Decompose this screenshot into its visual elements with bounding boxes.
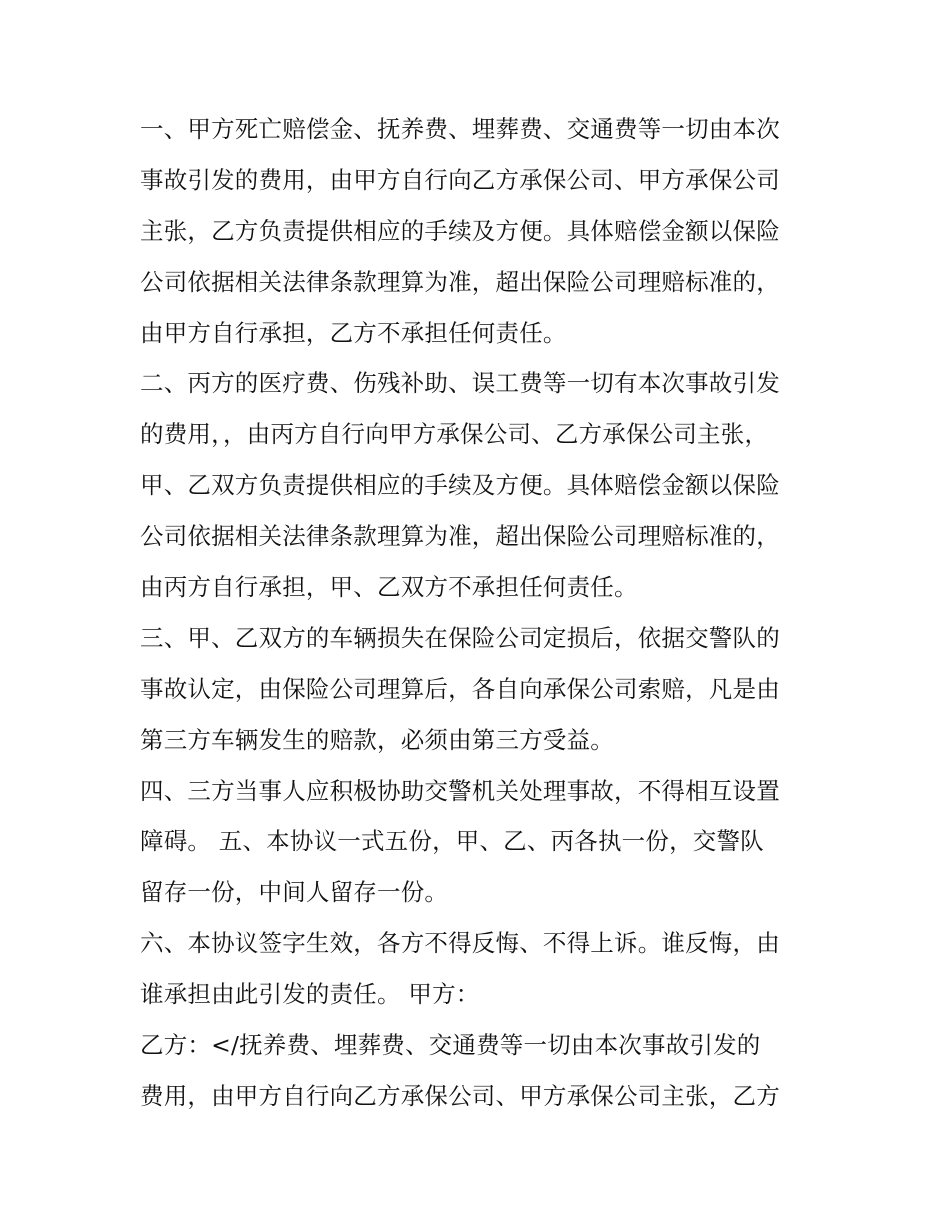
text-line: 留存一份，中间人留存一份。: [140, 878, 449, 907]
text-line: 一、甲方死亡赔偿金、抚养费、埋葬费、交通费等一切由本次: [140, 115, 780, 143]
text-line: 二、丙方的医疗费、伤残补助、误工费等一切有本次事故引发: [140, 369, 780, 398]
text-line: 六、本协议签字生效，各方不得反悔、不得上诉。谁反悔，由: [140, 929, 780, 958]
text-line: 谁承担由此引发的责任。 甲方：: [140, 980, 480, 1009]
text-line: 第三方车辆发生的赔款，必须由第三方受益。: [140, 725, 614, 754]
text-line: 乙方：</抚养费、埋葬费、交通费等一切由本次事故引发的: [140, 1031, 761, 1060]
text-line: 四、三方当事人应积极协助交警机关处理事故，不得相互设置: [140, 776, 780, 805]
text-line: 事故认定，由保险公司理算后，各自向承保公司索赔，凡是由: [140, 674, 780, 703]
text-line: 的费用，，由丙方自行向甲方承保公司、乙方承保公司主张，: [140, 420, 769, 449]
text-line: 事故引发的费用，由甲方自行向乙方承保公司、甲方承保公司: [140, 165, 780, 194]
text-line: 障碍。 五、本协议一式五份，甲、乙、丙各执一份，交警队: [140, 827, 764, 856]
text-line: 三、甲、乙双方的车辆损失在保险公司定损后，依据交警队的: [140, 623, 780, 652]
text-line: 主张，乙方负责提供相应的手续及方便。具体赔偿金额以保险: [140, 216, 780, 245]
agreement-body: [140, 104, 820, 1122]
text-line: 公司依据相关法律条款理算为准，超出保险公司理赔标准的，: [140, 267, 780, 296]
text-line: 由丙方自行承担，甲、乙双方不承担任何责任。: [140, 573, 638, 602]
text-line: 公司依据相关法律条款理算为准，超出保险公司理赔标准的，: [140, 522, 780, 551]
text-line: 甲、乙双方负责提供相应的手续及方便。具体赔偿金额以保险: [140, 471, 780, 500]
text-line: 由甲方自行承担，乙方不承担任何责任。: [140, 318, 567, 347]
text-line: 费用，由甲方自行向乙方承保公司、甲方承保公司主张，乙方: [140, 1081, 780, 1110]
